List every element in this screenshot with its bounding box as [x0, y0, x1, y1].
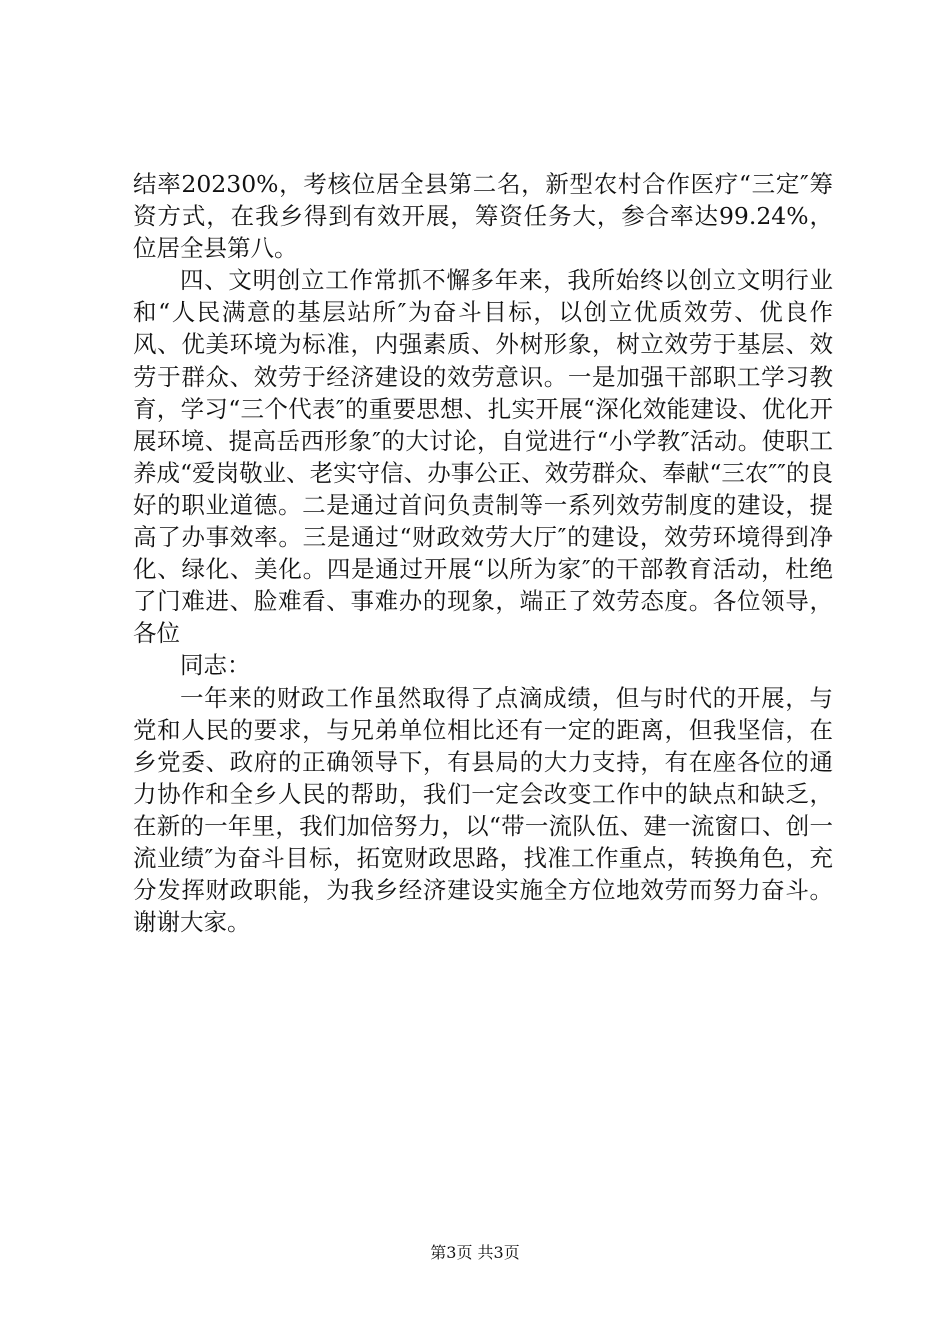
page-footer	[0, 1243, 950, 1263]
paragraph-civilization-work: 四、文明创立工作常抓不懈多年来，我所始终以创立文明行业和“人民满意的基层站所″为奋斗目标，以创立优质效劳、优良作风、优美环境为标准，内强素质、外树形象，树立效劳于基层、效劳于群众、效劳于经济建设的效劳意识。一是加强干部职工学习教育，学习“三个代表″的重要思想、扎实开展“深化效能建设、优化开展环境、提高岳西形象″的大讨论，自觉进行“小学教″活动。使职工养成“爱岗敬业、老实守信、办事公正、效劳群众、奉献“三农″″的良好的职业道德。二是通过首问负责制等一系列效劳制度的建设，提高了办事效率。三是通过“财政效劳大厅″的建设，效劳环境得到净化、绿化、美化。四是通过开展“以所为家″的干部教育活动，杜绝了门难进、脸难看、事难办的现象，端正了效劳态度。各位领导，各位	[133, 266, 833, 648]
paragraph-continuation: 结率20230%，考核位居全县第二名，新型农村合作医疗“三定″筹资方式，在我乡得到有效开展，筹资任务大，参合率达99.24%，位居全县第八。	[133, 170, 833, 263]
document-body	[133, 168, 833, 938]
paragraph-salutation: 同志：	[180, 651, 251, 680]
paragraph-conclusion: 一年来的财政工作虽然取得了点滴成绩，但与时代的开展，与党和人民的要求，与兄弟单位相比还有一定的距离，但我坚信，在乡党委、政府的正确领导下，有县局的大力支持，有在座各位的通力协作和全乡人民的帮助，我们一定会改变工作中的缺点和缺乏，在新的一年里，我们加倍努力，以“带一流队伍、建一流窗口、创一流业绩″为奋斗目标，拓宽财政思路，找准工作重点，转换角色，充分发挥财政职能，为我乡经济建设实施全方位地效劳而努力奋斗。谢谢大家。	[133, 683, 833, 937]
page-number: 第3页 共3页	[430, 1243, 520, 1262]
